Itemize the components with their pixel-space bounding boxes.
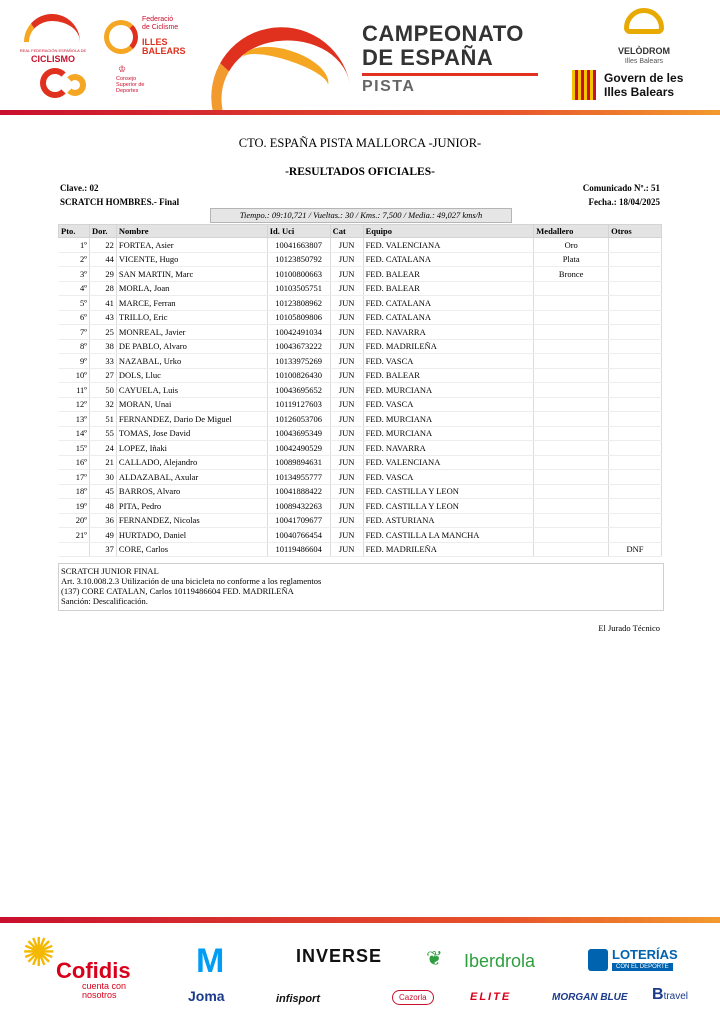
table-row bbox=[59, 339, 662, 354]
cell-otros bbox=[609, 281, 662, 296]
cell-pto: 9º bbox=[59, 354, 90, 369]
cell-pto: 2º bbox=[59, 252, 90, 267]
cell-dor: 38 bbox=[89, 339, 116, 354]
cell-uci: 10134955777 bbox=[267, 470, 330, 485]
cell-cat: JUN bbox=[330, 455, 363, 470]
table-row bbox=[59, 470, 662, 485]
cell-nombre: LOPEZ, Iñaki bbox=[116, 441, 267, 456]
rfec-swoosh-icon bbox=[24, 14, 80, 42]
rfec-small-text: REAL FEDERACIÓN ESPAÑOLA DE bbox=[19, 48, 87, 53]
header-banner bbox=[0, 0, 720, 112]
cell-dor: 41 bbox=[89, 296, 116, 311]
table-row bbox=[59, 455, 662, 470]
velodrom-sub-text: Illes Balears bbox=[624, 58, 664, 65]
govern-text bbox=[604, 71, 683, 99]
cell-uci: 10103505751 bbox=[267, 281, 330, 296]
sponsor-btravel bbox=[652, 986, 688, 1004]
col-medallero: Medallero bbox=[534, 225, 609, 238]
cell-otros bbox=[609, 499, 662, 514]
cell-uci: 10100826430 bbox=[267, 368, 330, 383]
sponsor-movistar: M bbox=[196, 942, 225, 980]
cell-nombre: CAYUELA, Luis bbox=[116, 383, 267, 398]
cell-nombre: MONREAL, Javier bbox=[116, 325, 267, 340]
cell-otros bbox=[609, 325, 662, 340]
sponsor-cazorla: Cazorla bbox=[392, 990, 434, 1005]
cell-cat: JUN bbox=[330, 513, 363, 528]
cell-equipo: FED. MURCIANA bbox=[363, 383, 534, 398]
cell-otros bbox=[609, 455, 662, 470]
campeonato-swoosh-icon bbox=[200, 20, 350, 100]
cell-cat: JUN bbox=[330, 542, 363, 557]
campeonato-line2: DE ESPAÑA bbox=[362, 45, 494, 70]
cell-nombre: TOMAS, Jose David bbox=[116, 426, 267, 441]
cell-medallero bbox=[534, 470, 609, 485]
sponsor-cofidis: Cofidis bbox=[56, 958, 131, 983]
cell-medallero: Plata bbox=[534, 252, 609, 267]
csd-mark2-icon bbox=[64, 74, 86, 96]
cell-cat: JUN bbox=[330, 354, 363, 369]
fcib-logo bbox=[104, 14, 186, 62]
table-row bbox=[59, 267, 662, 282]
cell-cat: JUN bbox=[330, 528, 363, 543]
cell-uci: 10123808962 bbox=[267, 296, 330, 311]
cell-uci: 10041709677 bbox=[267, 513, 330, 528]
note-line: Art. 3.10.008.2.3 Utilización de una bicicleta no conforme a los reglamentos bbox=[61, 576, 322, 586]
cell-equipo: FED. CASTILLA LA MANCHA bbox=[363, 528, 534, 543]
govern-line1: Govern de les bbox=[604, 71, 684, 85]
cell-equipo: FED. MURCIANA bbox=[363, 412, 534, 427]
cell-dor: 25 bbox=[89, 325, 116, 340]
cell-nombre: FERNANDEZ, Nicolas bbox=[116, 513, 267, 528]
campeonato-divider bbox=[362, 73, 538, 76]
cell-medallero: Oro bbox=[534, 238, 609, 253]
cell-cat: JUN bbox=[330, 484, 363, 499]
sponsor-cofidis-tagline: cuenta con nosotros bbox=[82, 981, 127, 1000]
csd-text: Consejo Superior de Deportes bbox=[116, 76, 145, 94]
sponsor-infisport: infisport bbox=[276, 993, 320, 1005]
cell-equipo: FED. CASTILLA Y LEON bbox=[363, 499, 534, 514]
cell-otros bbox=[609, 484, 662, 499]
cell-nombre: VICENTE, Hugo bbox=[116, 252, 267, 267]
race-stats: Tiempo.: 09:10,721 / Vueltas.: 30 / Kms.: 7,500 / Media.: 49,027 kms/h bbox=[210, 208, 512, 223]
table-row bbox=[59, 310, 662, 325]
table-row bbox=[59, 412, 662, 427]
results-table bbox=[58, 224, 662, 557]
table-row bbox=[59, 296, 662, 311]
fecha-label: Fecha.: 18/04/2025 bbox=[588, 197, 660, 207]
note-line: (137) CORE CATALAN, Carlos 10119486604 FED. MADRILEÑA bbox=[61, 586, 294, 596]
cell-dor: 50 bbox=[89, 383, 116, 398]
cell-equipo: FED. BALEAR bbox=[363, 368, 534, 383]
rfec-logo bbox=[18, 14, 88, 66]
cell-medallero bbox=[534, 310, 609, 325]
results-body bbox=[59, 238, 662, 557]
cell-dor: 33 bbox=[89, 354, 116, 369]
sponsor-loterias bbox=[588, 947, 692, 975]
campeonato-line3: PISTA bbox=[362, 78, 416, 95]
cell-otros bbox=[609, 528, 662, 543]
campeonato-line1: CAMPEONATO bbox=[362, 21, 524, 46]
cell-equipo: FED. BALEAR bbox=[363, 281, 534, 296]
cell-pto: 1º bbox=[59, 238, 90, 253]
race-label: SCRATCH HOMBRES.- Final bbox=[60, 197, 180, 207]
cell-uci: 10133975269 bbox=[267, 354, 330, 369]
cell-medallero bbox=[534, 397, 609, 412]
col-equipo: Equipo bbox=[363, 225, 534, 238]
cell-nombre: TRILLO, Eric bbox=[116, 310, 267, 325]
cell-equipo: FED. VALENCIANA bbox=[363, 455, 534, 470]
cell-cat: JUN bbox=[330, 412, 363, 427]
cell-otros bbox=[609, 470, 662, 485]
cell-dor: 24 bbox=[89, 441, 116, 456]
cell-cat: JUN bbox=[330, 426, 363, 441]
col-nombre: Nombre bbox=[116, 225, 267, 238]
table-row bbox=[59, 354, 662, 369]
cell-dor: 45 bbox=[89, 484, 116, 499]
cell-equipo: FED. MADRILEÑA bbox=[363, 542, 534, 557]
cell-cat: JUN bbox=[330, 296, 363, 311]
cell-uci: 10126053706 bbox=[267, 412, 330, 427]
cell-nombre: MORLA, Joan bbox=[116, 281, 267, 296]
cell-cat: JUN bbox=[330, 470, 363, 485]
sponsor-elite: ELITE bbox=[470, 991, 512, 1003]
table-row bbox=[59, 513, 662, 528]
cell-nombre: CORE, Carlos bbox=[116, 542, 267, 557]
cell-otros bbox=[609, 310, 662, 325]
cell-otros bbox=[609, 441, 662, 456]
cell-equipo: FED. BALEAR bbox=[363, 267, 534, 282]
cell-medallero bbox=[534, 455, 609, 470]
cell-uci: 10043695349 bbox=[267, 426, 330, 441]
table-row bbox=[59, 441, 662, 456]
cell-otros bbox=[609, 426, 662, 441]
cell-nombre: ALDAZABAL, Axular bbox=[116, 470, 267, 485]
cell-cat: JUN bbox=[330, 281, 363, 296]
cell-otros bbox=[609, 296, 662, 311]
loterias-text: LOTERÍAS bbox=[612, 947, 678, 962]
cell-equipo: FED. CASTILLA Y LEON bbox=[363, 484, 534, 499]
cell-uci: 10042490529 bbox=[267, 441, 330, 456]
velodrom-heart-icon bbox=[624, 8, 664, 34]
cell-pto: 6º bbox=[59, 310, 90, 325]
cell-otros bbox=[609, 267, 662, 282]
cell-pto: 10º bbox=[59, 368, 90, 383]
velodrom-logo bbox=[594, 6, 694, 68]
cell-dor: 44 bbox=[89, 252, 116, 267]
cell-cat: JUN bbox=[330, 238, 363, 253]
cell-otros bbox=[609, 513, 662, 528]
sponsor-inverse: INVERSE bbox=[296, 946, 383, 966]
cell-medallero bbox=[534, 426, 609, 441]
cell-otros bbox=[609, 252, 662, 267]
cell-medallero bbox=[534, 296, 609, 311]
cell-nombre: MARCE, Ferran bbox=[116, 296, 267, 311]
rfec-text: CICLISMO bbox=[31, 54, 75, 64]
footer-divider bbox=[0, 917, 720, 923]
cell-medallero bbox=[534, 383, 609, 398]
btravel-text: travel bbox=[663, 991, 689, 1002]
cell-nombre: HURTADO, Daniel bbox=[116, 528, 267, 543]
sponsor-iberdrola: Iberdrola bbox=[464, 951, 536, 971]
cell-uci: 10089432263 bbox=[267, 499, 330, 514]
clave-label: Clave.: 02 bbox=[60, 183, 99, 193]
cell-uci: 10089894631 bbox=[267, 455, 330, 470]
cell-dor: 55 bbox=[89, 426, 116, 441]
cell-medallero bbox=[534, 542, 609, 557]
cell-pto: 18º bbox=[59, 484, 90, 499]
cell-cat: JUN bbox=[330, 325, 363, 340]
cell-nombre: FORTEA, Asier bbox=[116, 238, 267, 253]
cell-medallero bbox=[534, 528, 609, 543]
comunicado-label: Comunicado Nº.: 51 bbox=[582, 183, 660, 193]
cell-dor: 29 bbox=[89, 267, 116, 282]
note-line: SCRATCH JUNIOR FINAL bbox=[61, 566, 159, 576]
table-row bbox=[59, 368, 662, 383]
cell-pto: 15º bbox=[59, 441, 90, 456]
cell-dor: 37 bbox=[89, 542, 116, 557]
loterias-sub: CON EL DEPORTE bbox=[612, 963, 673, 971]
cell-pto: 11º bbox=[59, 383, 90, 398]
cell-otros bbox=[609, 368, 662, 383]
fcib-top-text: Federació de Ciclisme bbox=[142, 16, 179, 31]
cell-dor: 32 bbox=[89, 397, 116, 412]
govern-logo bbox=[572, 70, 702, 106]
cell-nombre: SAN MARTIN, Marc bbox=[116, 267, 267, 282]
cell-equipo: FED. ASTURIANA bbox=[363, 513, 534, 528]
cell-equipo: FED. VALENCIANA bbox=[363, 238, 534, 253]
header-divider bbox=[0, 110, 720, 115]
cell-otros bbox=[609, 412, 662, 427]
sun-icon: ✺ bbox=[22, 931, 56, 975]
cell-otros bbox=[609, 383, 662, 398]
campeonato-title bbox=[362, 22, 552, 96]
cell-pto: 12º bbox=[59, 397, 90, 412]
cell-cat: JUN bbox=[330, 339, 363, 354]
cell-pto bbox=[59, 542, 90, 557]
cell-pto: 19º bbox=[59, 499, 90, 514]
fcib-ring-icon bbox=[104, 20, 138, 54]
cell-equipo: FED. CATALANA bbox=[363, 310, 534, 325]
cell-cat: JUN bbox=[330, 368, 363, 383]
table-row bbox=[59, 542, 662, 557]
fcib-name-text: ILLES BALEARS bbox=[142, 37, 186, 56]
cell-nombre: NAZABAL, Urko bbox=[116, 354, 267, 369]
loterias-icon bbox=[588, 949, 608, 971]
balearic-flag-icon bbox=[572, 70, 596, 100]
cell-dor: 43 bbox=[89, 310, 116, 325]
col-dor: Dor. bbox=[89, 225, 116, 238]
cell-dor: 27 bbox=[89, 368, 116, 383]
table-row bbox=[59, 281, 662, 296]
cell-medallero bbox=[534, 368, 609, 383]
cell-equipo: FED. NAVARRA bbox=[363, 325, 534, 340]
cell-uci: 10119486604 bbox=[267, 542, 330, 557]
cell-cat: JUN bbox=[330, 310, 363, 325]
table-row bbox=[59, 252, 662, 267]
cell-equipo: FED. CATALANA bbox=[363, 296, 534, 311]
cell-nombre: DE PABLO, Alvaro bbox=[116, 339, 267, 354]
cell-medallero bbox=[534, 513, 609, 528]
cell-medallero bbox=[534, 339, 609, 354]
btravel-b: B bbox=[652, 986, 664, 1003]
cell-pto: 14º bbox=[59, 426, 90, 441]
jurado-signature: El Jurado Técnico bbox=[598, 623, 660, 633]
col-otros: Otros bbox=[609, 225, 662, 238]
table-row bbox=[59, 484, 662, 499]
cell-nombre: DOLS, Lluc bbox=[116, 368, 267, 383]
cell-uci: 10123850792 bbox=[267, 252, 330, 267]
cell-medallero bbox=[534, 441, 609, 456]
cell-dor: 48 bbox=[89, 499, 116, 514]
govern-line2: Illes Balears bbox=[604, 85, 675, 99]
table-row bbox=[59, 499, 662, 514]
cell-pto: 21º bbox=[59, 528, 90, 543]
cell-cat: JUN bbox=[330, 499, 363, 514]
cell-pto: 16º bbox=[59, 455, 90, 470]
col-cat: Cat bbox=[330, 225, 363, 238]
cell-uci: 10043673222 bbox=[267, 339, 330, 354]
cell-medallero bbox=[534, 354, 609, 369]
cell-otros bbox=[609, 397, 662, 412]
cell-uci: 10042491034 bbox=[267, 325, 330, 340]
table-row bbox=[59, 528, 662, 543]
cell-cat: JUN bbox=[330, 397, 363, 412]
cell-nombre: PITA, Pedro bbox=[116, 499, 267, 514]
cell-cat: JUN bbox=[330, 267, 363, 282]
cell-equipo: FED. VASCA bbox=[363, 470, 534, 485]
table-row bbox=[59, 383, 662, 398]
cell-pto: 4º bbox=[59, 281, 90, 296]
cell-otros bbox=[609, 339, 662, 354]
cell-uci: 10043695652 bbox=[267, 383, 330, 398]
cell-pto: 13º bbox=[59, 412, 90, 427]
cell-pto: 8º bbox=[59, 339, 90, 354]
col-uci: Id. Uci bbox=[267, 225, 330, 238]
note-line: Sanción: Descalificación. bbox=[61, 596, 148, 606]
cell-equipo: FED. NAVARRA bbox=[363, 441, 534, 456]
sponsor-morgan-blue: MORGAN BLUE bbox=[552, 992, 628, 1003]
cell-medallero: Bronce bbox=[534, 267, 609, 282]
cell-cat: JUN bbox=[330, 383, 363, 398]
cell-uci: 10105809806 bbox=[267, 310, 330, 325]
cell-dor: 22 bbox=[89, 238, 116, 253]
table-row bbox=[59, 426, 662, 441]
cell-medallero bbox=[534, 412, 609, 427]
cell-uci: 10119127603 bbox=[267, 397, 330, 412]
cell-cat: JUN bbox=[330, 441, 363, 456]
cell-equipo: FED. MURCIANA bbox=[363, 426, 534, 441]
cell-uci: 10100800663 bbox=[267, 267, 330, 282]
cell-otros bbox=[609, 238, 662, 253]
cell-uci: 10041888422 bbox=[267, 484, 330, 499]
cell-cat: JUN bbox=[330, 252, 363, 267]
cell-medallero bbox=[534, 484, 609, 499]
table-row bbox=[59, 397, 662, 412]
cell-equipo: FED. MADRILEÑA bbox=[363, 339, 534, 354]
cell-equipo: FED. VASCA bbox=[363, 354, 534, 369]
cell-nombre: BARROS, Alvaro bbox=[116, 484, 267, 499]
cell-pto: 20º bbox=[59, 513, 90, 528]
document-title: CTO. ESPAÑA PISTA MALLORCA -JUNIOR- bbox=[238, 136, 482, 150]
cell-pto: 3º bbox=[59, 267, 90, 282]
cell-pto: 7º bbox=[59, 325, 90, 340]
cell-medallero bbox=[534, 499, 609, 514]
cell-uci: 10040766454 bbox=[267, 528, 330, 543]
cell-otros: DNF bbox=[609, 542, 662, 557]
cell-dor: 51 bbox=[89, 412, 116, 427]
cell-dor: 49 bbox=[89, 528, 116, 543]
cell-medallero bbox=[534, 281, 609, 296]
cell-pto: 17º bbox=[59, 470, 90, 485]
sponsor-joma: Joma bbox=[188, 988, 225, 1004]
cell-nombre: CALLADO, Alejandro bbox=[116, 455, 267, 470]
document-subtitle: -RESULTADOS OFICIALES- bbox=[285, 166, 435, 178]
cell-equipo: FED. VASCA bbox=[363, 397, 534, 412]
cell-uci: 10041663807 bbox=[267, 238, 330, 253]
cell-dor: 28 bbox=[89, 281, 116, 296]
csd-logo bbox=[40, 64, 150, 104]
cell-nombre: FERNANDEZ, Dario De Miguel bbox=[116, 412, 267, 427]
cell-dor: 36 bbox=[89, 513, 116, 528]
leaf-icon: ❦ bbox=[426, 948, 443, 970]
notes-box bbox=[58, 563, 664, 611]
cell-dor: 30 bbox=[89, 470, 116, 485]
cell-dor: 21 bbox=[89, 455, 116, 470]
cell-pto: 5º bbox=[59, 296, 90, 311]
cell-medallero bbox=[534, 325, 609, 340]
crown-icon: ♔ bbox=[118, 64, 127, 74]
velodrom-text: VELÒDROM bbox=[617, 46, 670, 56]
table-row bbox=[59, 325, 662, 340]
cell-nombre: MORAN, Unai bbox=[116, 397, 267, 412]
col-pto: Pto. bbox=[59, 225, 90, 238]
cell-otros bbox=[609, 354, 662, 369]
table-header-row bbox=[59, 225, 662, 238]
cell-equipo: FED. CATALANA bbox=[363, 252, 534, 267]
table-row bbox=[59, 238, 662, 253]
